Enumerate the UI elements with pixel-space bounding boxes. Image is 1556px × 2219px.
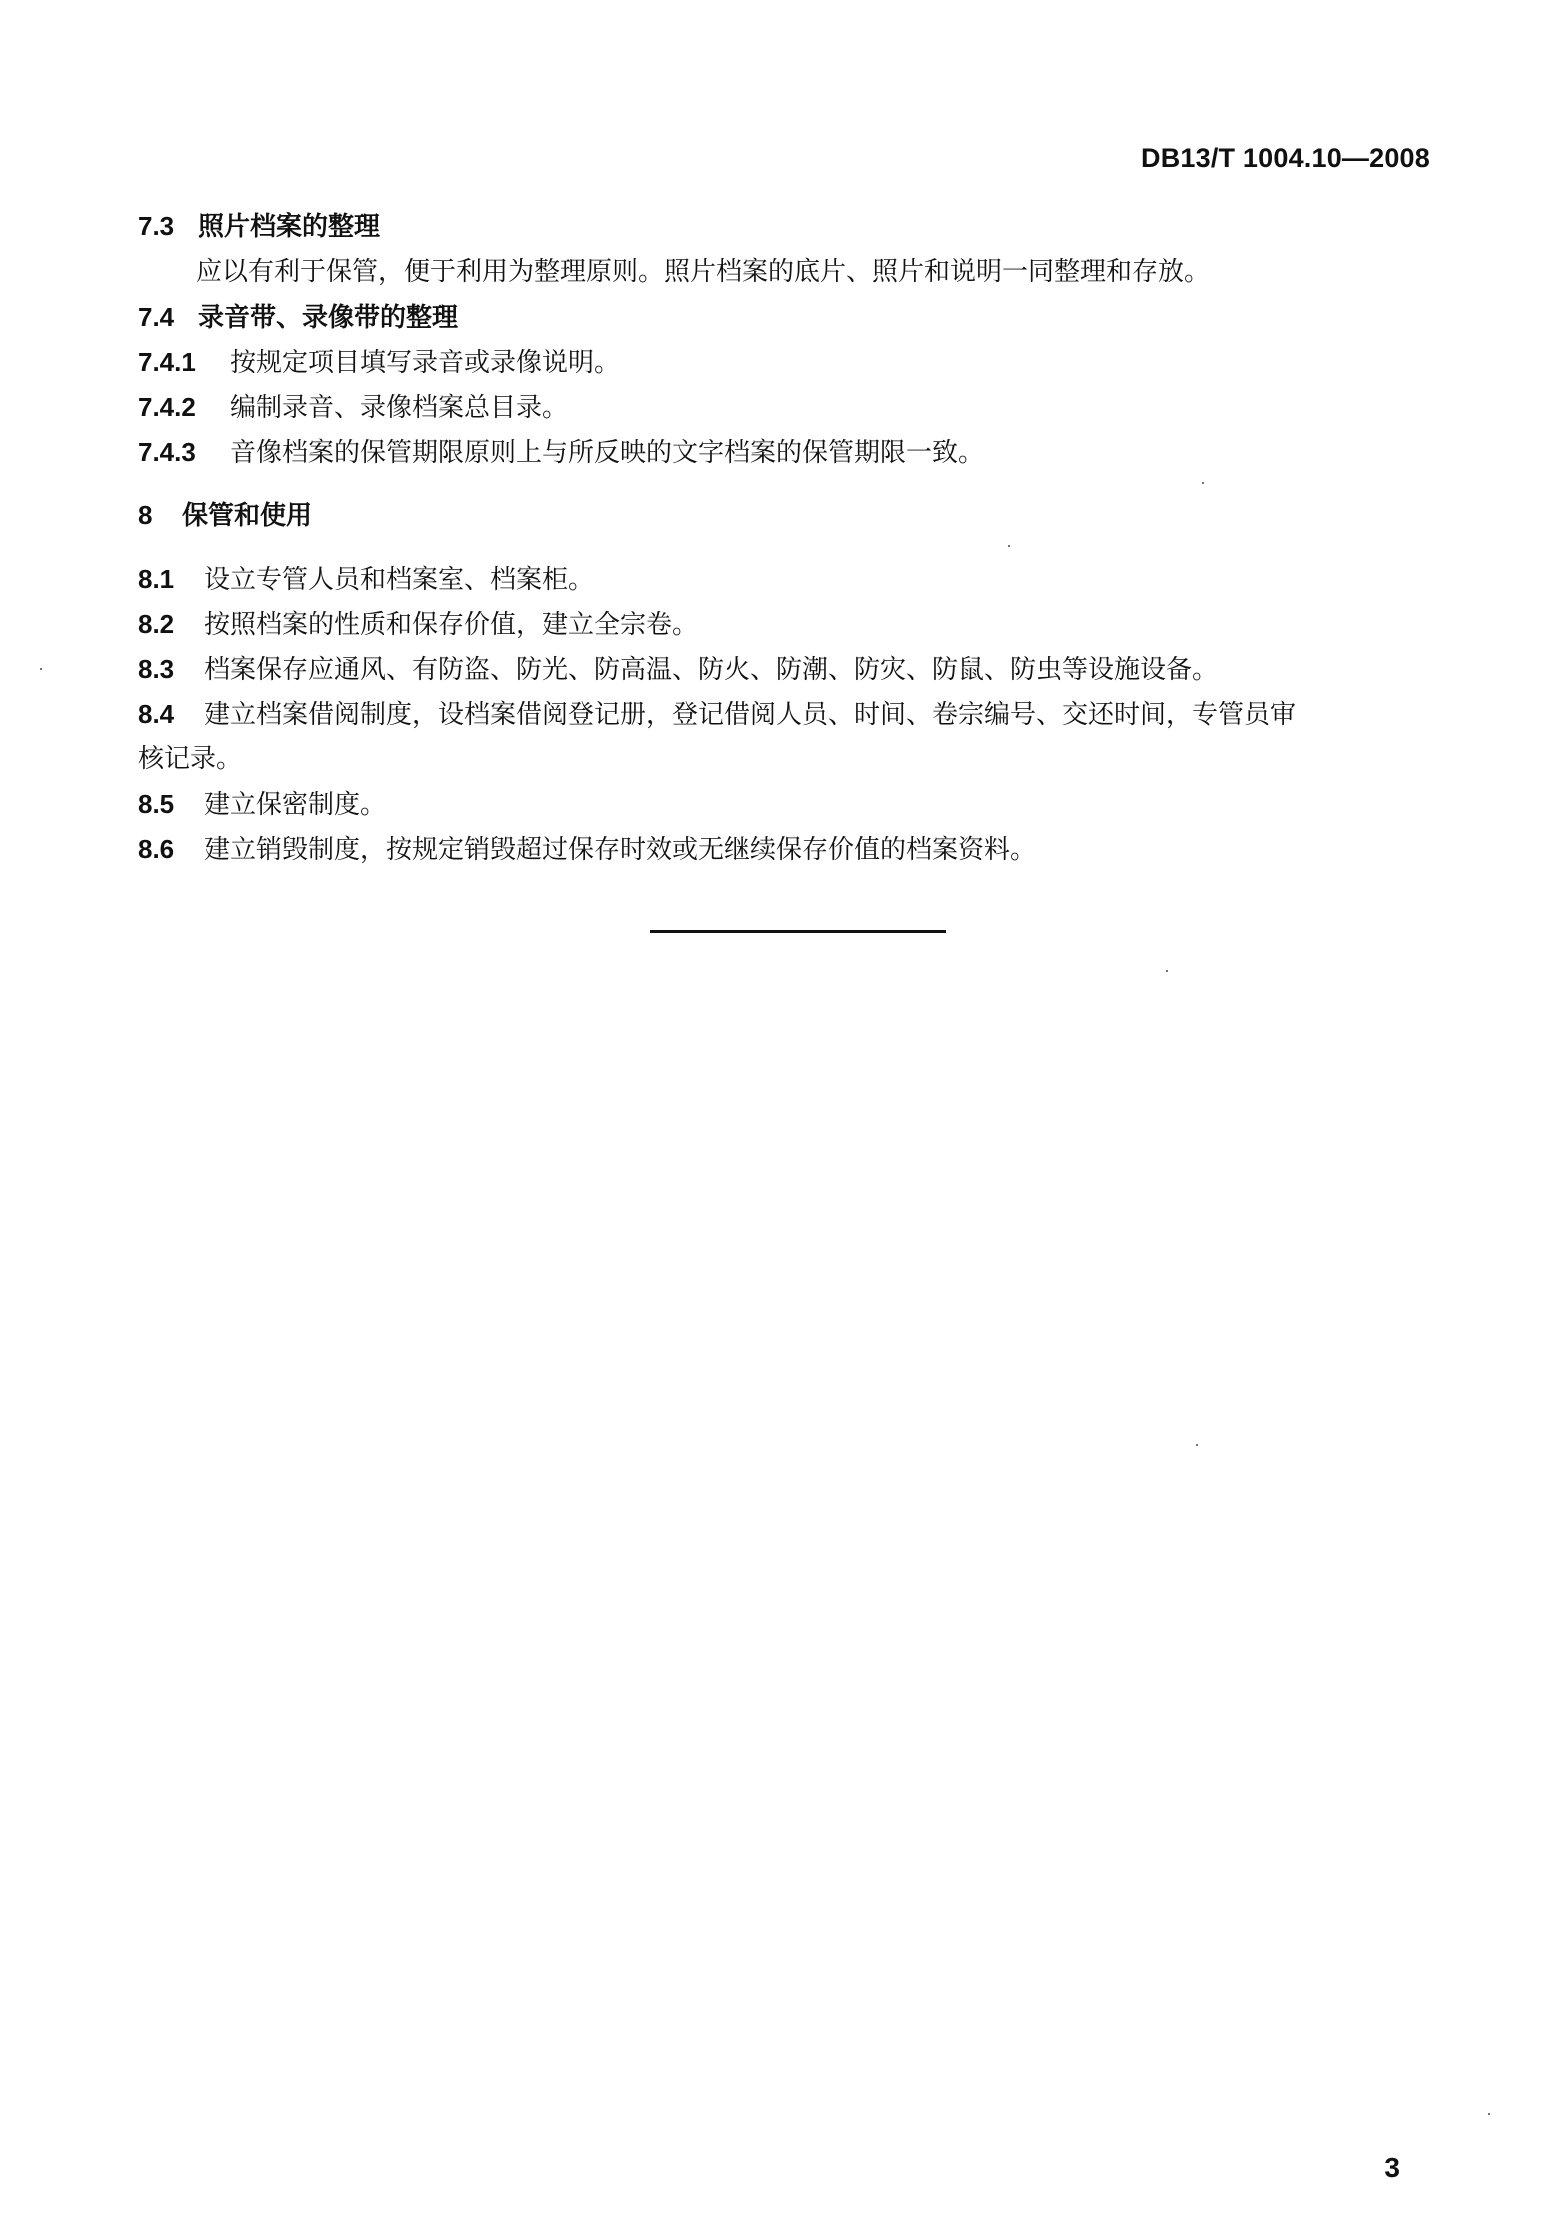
- clause-text: 建立销毁制度，按规定销毁超过保存时效或无继续保存价值的档案资料。: [204, 835, 1037, 865]
- section-7-3-body: 应以有利于保管，便于利用为整理原则。照片档案的底片、照片和说明一同整理和存放。: [196, 257, 1211, 287]
- clause-text: 按照档案的性质和保存价值，建立全宗卷。: [204, 610, 699, 640]
- section-number: 7.4: [138, 302, 175, 332]
- clause-7-4-1: [138, 344, 620, 381]
- clause-8-4: [138, 696, 1296, 733]
- clause-number: 7.4.2: [138, 392, 196, 422]
- section-7-3-heading: [138, 208, 380, 245]
- scan-speck: [1488, 2113, 1490, 2115]
- clause-text: 按规定项目填写录音或录像说明。: [230, 348, 621, 378]
- clause-number: 8.4: [138, 699, 175, 729]
- clause-8-3: [138, 651, 1218, 688]
- standard-code: DB13/T 1004.10—2008: [1141, 143, 1430, 173]
- clause-7-4-3: [138, 434, 984, 471]
- scan-speck: [1166, 970, 1168, 972]
- clause-7-4-2: [138, 389, 568, 426]
- section-title: 保管和使用: [182, 501, 313, 531]
- scan-speck: [1008, 545, 1010, 547]
- clause-8-2: [138, 606, 698, 643]
- clause-number: 7.4.1: [138, 347, 196, 377]
- clause-number: 8.2: [138, 609, 175, 639]
- section-number: 7.3: [138, 211, 175, 241]
- section-title: 照片档案的整理: [198, 212, 381, 242]
- clause-number: 8.6: [138, 834, 175, 864]
- clause-number: 8.1: [138, 564, 175, 594]
- section-number: 8: [138, 500, 153, 530]
- scan-speck: [1196, 1444, 1198, 1446]
- clause-8-1: [138, 561, 594, 598]
- clause-number: 8.5: [138, 789, 175, 819]
- clause-number: 8.3: [138, 654, 175, 684]
- section-8-heading: [138, 497, 312, 534]
- clause-8-5: [138, 786, 386, 823]
- scan-speck: [1202, 482, 1204, 484]
- end-rule: [650, 930, 946, 933]
- clause-8-4-continuation: 核记录。: [138, 744, 243, 774]
- clause-text: 编制录音、录像档案总目录。: [230, 393, 569, 423]
- clause-text: 建立保密制度。: [204, 790, 387, 820]
- clause-number: 7.4.3: [138, 437, 196, 467]
- clause-text: 设立专管人员和档案室、档案柜。: [204, 565, 595, 595]
- page-number: 3: [1384, 2152, 1400, 2183]
- clause-text: 档案保存应通风、有防盗、防光、防高温、防火、防潮、防灾、防鼠、防虫等设施设备。: [204, 655, 1219, 685]
- clause-8-6: [138, 831, 1036, 868]
- scan-speck: [40, 668, 42, 670]
- clause-text: 音像档案的保管期限原则上与所反映的文字档案的保管期限一致。: [230, 438, 985, 468]
- section-title: 录音带、录像带的整理: [198, 303, 459, 333]
- clause-text: 建立档案借阅制度，设档案借阅登记册，登记借阅人员、时间、卷宗编号、交还时间，专管员审: [204, 700, 1297, 730]
- section-7-4-heading: [138, 299, 458, 336]
